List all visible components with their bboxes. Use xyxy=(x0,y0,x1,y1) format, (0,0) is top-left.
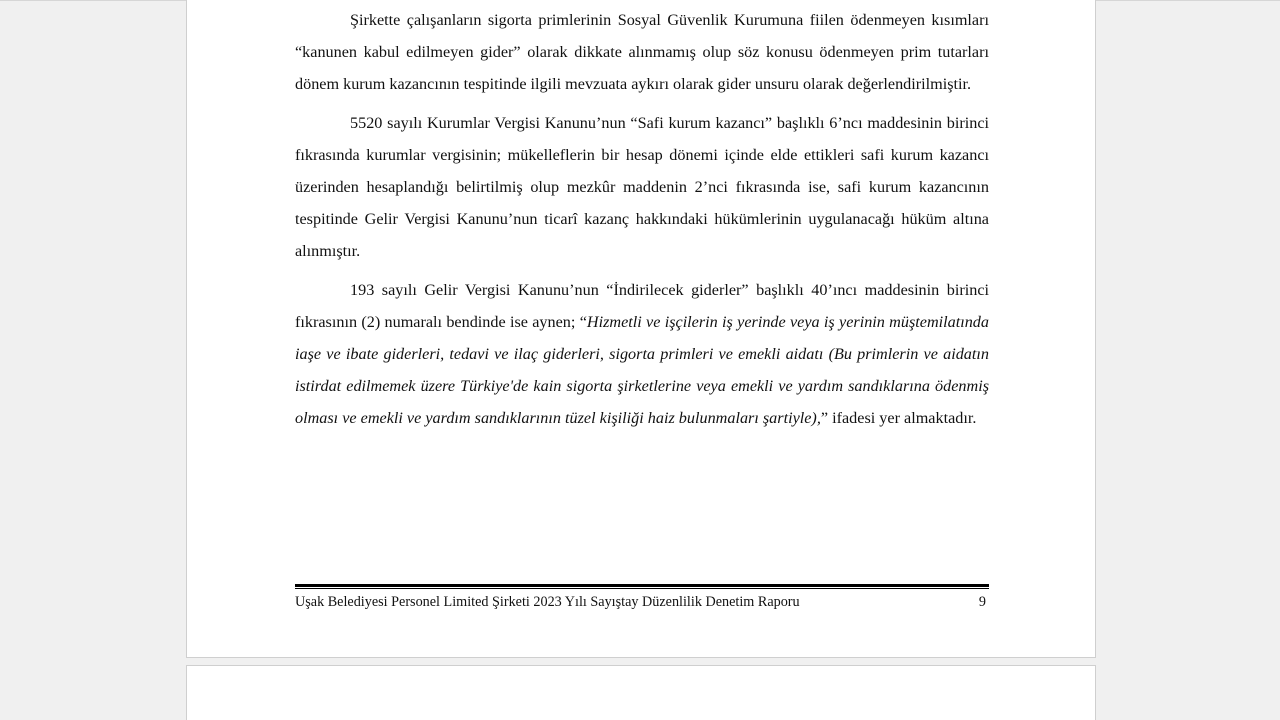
paragraph-3-tail: ” ifadesi yer almaktadır. xyxy=(820,408,977,427)
footer-page-number: 9 xyxy=(978,594,986,610)
document-page xyxy=(186,0,1096,658)
page-footer xyxy=(295,594,989,611)
paragraph-3-lead: 193 sayılı Gelir Vergisi Kanunu’nun “İndirilecek giderler” başlıklı 40’ıncı maddesinin birinci fıkrasının (2) numaralı bendinde ise aynen; “ xyxy=(295,281,989,332)
next-document-page xyxy=(186,665,1096,720)
quoted-law-text: Hizmetli ve işçilerin iş yerinde veya iş yerinin müştemilatında iaşe ve ibate giderleri, tedavi ve ilaç giderleri, sigorta primleri ve emekli aidatı (Bu primlerin ve aidatın istirdat edilmemek üzere Türkiye'de kain sigorta şirketlerine veya emekli ve yardım sandıklarına ödenmiş olması ve emekli ve yardım sandıklarının tüzel kişiliği haiz bulunmaları şartiyle), xyxy=(295,313,989,427)
paragraph-2: 5520 sayılı Kurumlar Vergisi Kanunu’nun “Safi kurum kazancı” başlıklı 6’ncı maddesinin birinci fıkrasında kurumlar vergisinin; mükelleflerin bir hesap dönemi içinde elde ettikleri safi kurum kazancı üzerinden hesaplandığı belirtilmiş olup mezkûr maddenin 2’nci fıkrasında ise, safi kurum kazancının tespitinde Gelir Vergisi Kanunu’nun ticarî kazanç hakkındaki hükümlerinin uygulanacağı hüküm altına alınmıştır. xyxy=(295,114,989,260)
page-body xyxy=(295,5,989,442)
paragraph-3 xyxy=(295,275,989,434)
footer-divider-thick xyxy=(295,584,989,587)
footer-divider-thin xyxy=(295,588,989,589)
paragraph-1: Şirkette çalışanların sigorta primlerinin Sosyal Güvenlik Kurumuna fiilen ödenmeyen kısımları “kanunen kabul edilmeyen gider” olarak dikkate alınmamış olup söz konusu ödenmeyen prim tutarları dönem kurum kazancının tespitinde ilgili mevzuata aykırı olarak gider unsuru olarak değerlendirilmiştir. xyxy=(295,11,989,93)
footer-report-title: Uşak Belediyesi Personel Limited Şirketi 2023 Yılı Sayıştay Düzenlilik Denetim Raporu xyxy=(295,594,800,610)
